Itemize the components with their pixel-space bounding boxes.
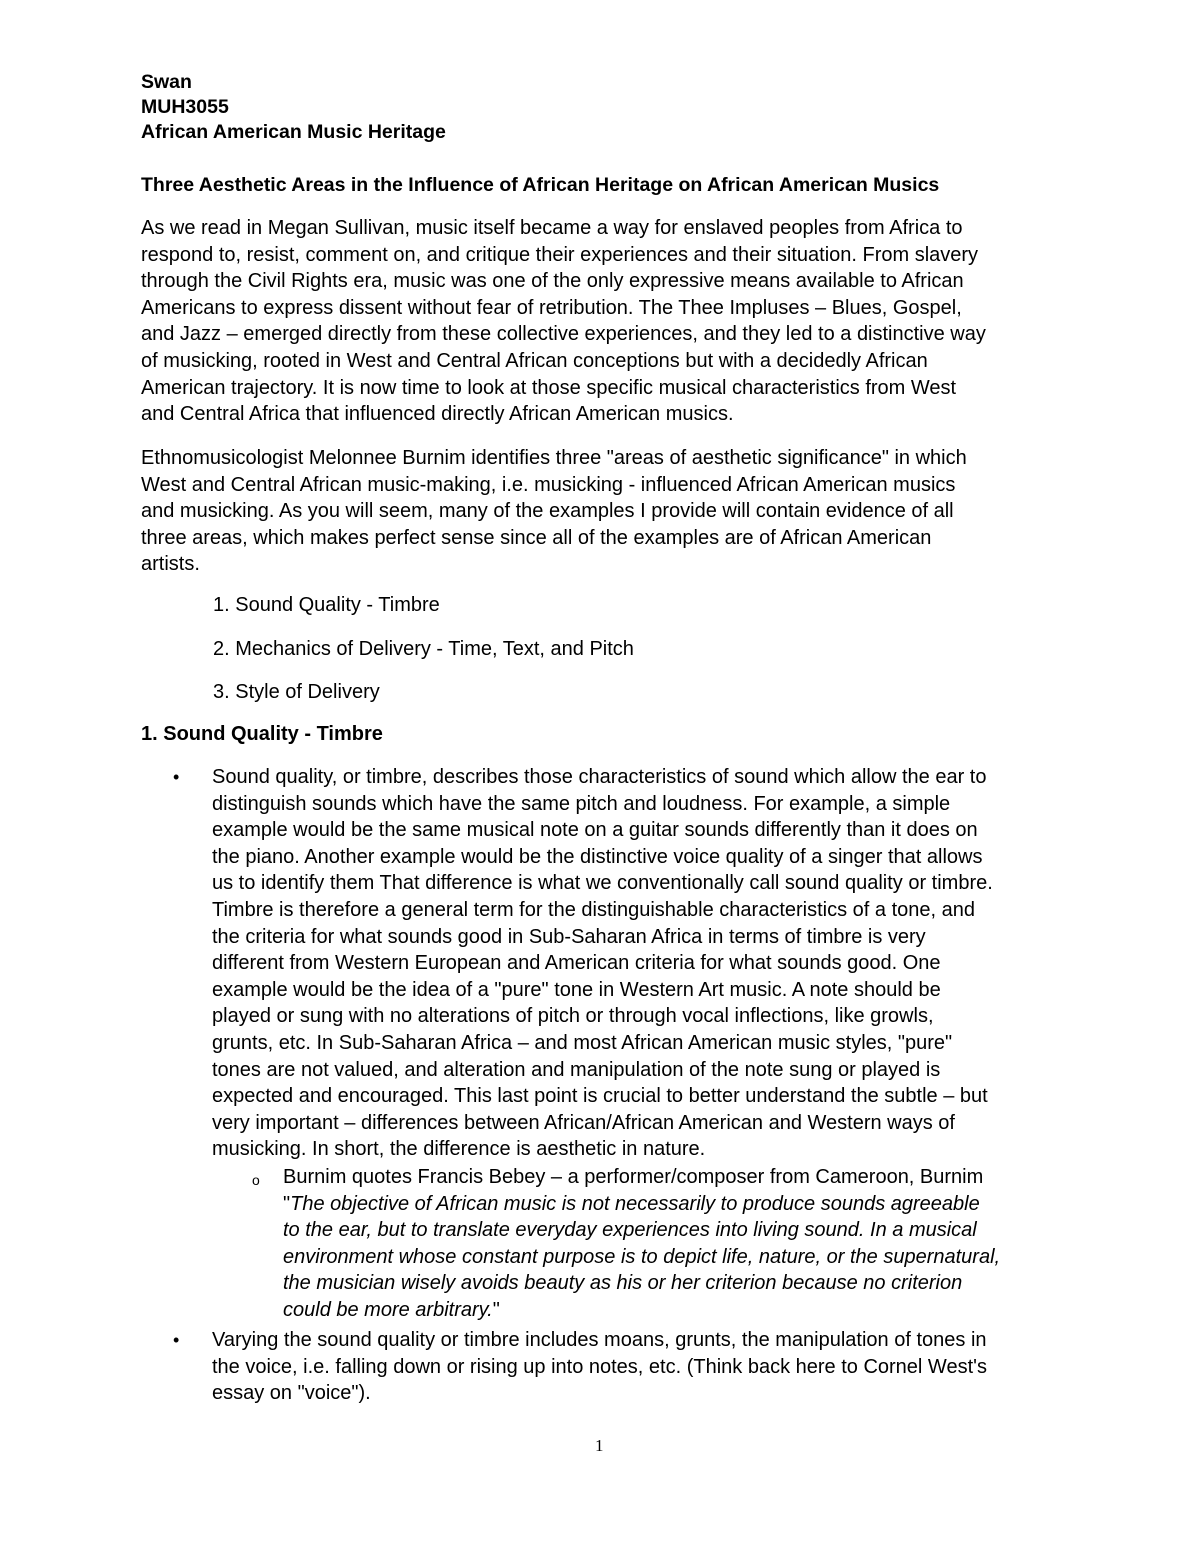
quote-line: the musician wisely avoids beauty as his or her criterion because no criterion [283, 1272, 963, 1295]
paragraph-line: of musicking, rooted in West and Central African conceptions but with a decidedly African [141, 349, 928, 372]
bullet-line: the piano. Another example would be the distinctive voice quality of a singer that allows [212, 845, 983, 868]
bullet-line: distinguish sounds which have the same pitch and loudness. For example, a simple [212, 792, 951, 815]
paragraph-line: Americans to express dissent without fear of retribution. The Thee Impluses – Blues, Gospel, [141, 296, 962, 319]
quote-line [283, 1191, 1000, 1218]
bullet-line: example would be the same musical note on a guitar sounds differently than it does on [212, 819, 978, 842]
paragraph-line: and Central Africa that influenced directly African American musics. [141, 403, 734, 426]
quote-line [283, 1297, 1000, 1324]
paragraph-line: West and Central African music-making, i.e. musicking - influenced African American musics [141, 473, 956, 496]
open-quote-mark: " [283, 1192, 291, 1215]
numbered-list-item: 2. Mechanics of Delivery - Time, Text, and Pitch [213, 638, 634, 660]
bullet-line: musicking. In short, the difference is aesthetic in nature. [212, 1138, 706, 1161]
bullet-line: expected and encouraged. This last point is crucial to better understand the subtle – but [212, 1085, 988, 1108]
quote-line: environment whose constant purpose is to depict life, nature, or the supernatural, [283, 1245, 1001, 1268]
document-title: Three Aesthetic Areas in the Influence of African Heritage on African American Musics [141, 174, 940, 196]
paragraph-line: As we read in Megan Sullivan, music itself became a way for enslaved peoples from Africa to [141, 217, 963, 239]
bullet-line: us to identify them That difference is what we conventionally call sound quality or timbre. [212, 872, 993, 895]
bullet-line: the criteria for what sounds good in Sub-Saharan Africa in terms of timbre is very [212, 925, 926, 948]
paragraph-line: and musicking. As you will seem, many of the examples I provide will contain evidence of all [141, 500, 954, 523]
bullet-line: grunts, etc. In Sub-Saharan Africa – and most African American music styles, "pure" [212, 1031, 953, 1054]
sub-bullet-icon: o [252, 1172, 260, 1188]
course-code: MUH3055 [141, 96, 229, 118]
course-name: African American Music Heritage [141, 121, 446, 143]
bullet-icon: • [173, 1330, 180, 1350]
bullet-line: essay on "voice"). [212, 1382, 371, 1405]
author-name: Swan [141, 71, 192, 93]
bullet-line: Sound quality, or timbre, describes those characteristics of sound which allow the ear to [212, 766, 987, 788]
paragraph-line: American trajectory. It is now time to look at those specific musical characteristics from West [141, 376, 957, 399]
burnim-paragraph [141, 445, 967, 578]
document-header [141, 70, 446, 145]
paragraph-line: Ethnomusicologist Melonnee Burnim identifies three "areas of aesthetic significance" in which [141, 447, 967, 469]
bullet-line: tones are not valued, and alteration and manipulation of the note sung or played is [212, 1058, 941, 1081]
page-number: 1 [595, 1436, 604, 1455]
paragraph-line: three areas, which makes perfect sense since all of the examples are of African American [141, 526, 932, 549]
bullet-line: Timbre is therefore a general term for the distinguishable characteristics of a tone, and [212, 898, 975, 921]
quote-line: to the ear, but to translate everyday experiences into living sound. In a musical [283, 1219, 977, 1242]
numbered-list-item: 1. Sound Quality - Timbre [213, 594, 440, 616]
bullet-line: different from Western European and American criteria for what sounds good. One [212, 952, 941, 975]
bullet-line: played or sung with no alterations of pitch or through vocal inflections, like growls, [212, 1005, 934, 1028]
quote-text: The objective of African music is not necessarily to produce sounds agreeable [290, 1192, 980, 1215]
paragraph-line: through the Civil Rights era, music was one of the only expressive means available to African [141, 270, 964, 293]
paragraph-line: respond to, resist, comment on, and critique their experiences and their situation. From slavery [141, 243, 979, 266]
paragraph-line: and Jazz – emerged directly from these collective experiences, and they led to a distinctive way [141, 323, 986, 346]
bebey-quote-item [283, 1164, 1000, 1324]
quote-text: could be more arbitrary. [283, 1298, 493, 1321]
intro-paragraph [141, 215, 986, 428]
bullet-text-varying [212, 1327, 987, 1407]
bullet-line: Varying the sound quality or timbre includes moans, grunts, the manipulation of tones in [212, 1329, 987, 1351]
section-heading: 1. Sound Quality - Timbre [141, 723, 383, 745]
bullet-line: very important – differences between African/African American and Western ways of [212, 1111, 955, 1134]
quote-intro: Burnim quotes Francis Bebey – a performer/composer from Cameroon, Burnim [283, 1166, 984, 1188]
bullet-line: example would be the idea of a "pure" tone in Western Art music. A note should be [212, 978, 941, 1001]
close-quote-mark: " [492, 1298, 500, 1321]
numbered-list-item: 3. Style of Delivery [213, 681, 380, 703]
bullet-text-timbre [212, 764, 993, 1163]
bullet-icon: • [173, 767, 180, 787]
paragraph-line: artists. [141, 553, 200, 576]
bullet-line: the voice, i.e. falling down or rising up into notes, etc. (Think back here to Cornel West's [212, 1355, 987, 1378]
